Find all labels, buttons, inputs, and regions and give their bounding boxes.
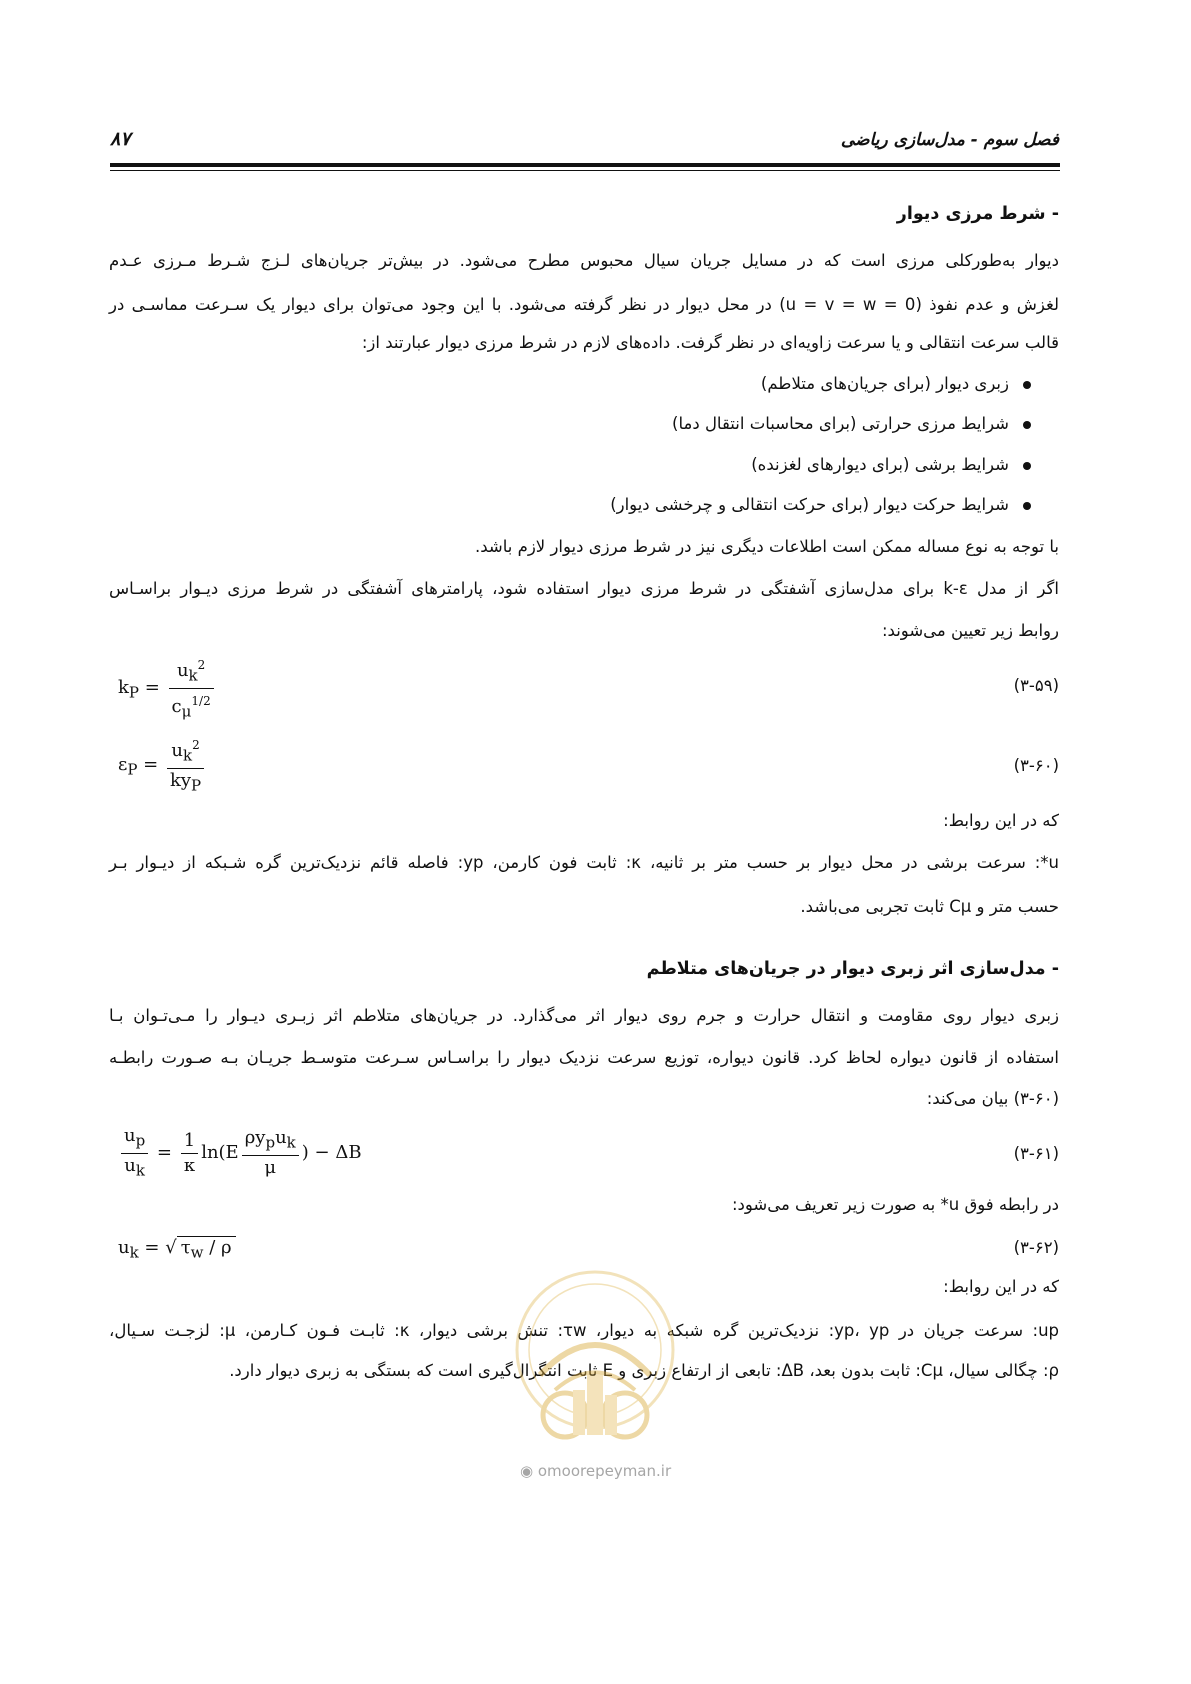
page-number: ۸۷ [110,128,131,150]
equation-number: (۳-۵۹) [1013,676,1059,695]
bullet-dot-icon [1023,462,1031,470]
bullet-dot-icon [1023,381,1031,389]
equation-59: $k_P$ = $\frac{u_k^2}{c_\mu^{1/2}}$ [118,653,217,723]
publisher-stamp-logo [495,1255,695,1455]
header-rule-thin [110,170,1060,171]
equation-number: (۳-۶۱) [1013,1144,1059,1163]
section-heading-wall-boundary: - شرط مرزی دیوار [896,204,1059,224]
paragraph-line: لغزش و عدم نفوذ (u = v = w = 0) در محل دیوار در نظر گرفته می‌شود. با این وجود می‌توان برای دیوار یک سـرعت مماسـی در [109,295,1059,314]
paragraph-line: با توجه به نوع مساله ممکن است اطلاعات دیگری نیز در شرط مرزی دیوار لازم باشد. [475,537,1059,556]
bullet-item: شرایط برشی (برای دیوارهای لغزنده) [751,455,1031,474]
paragraph-line: up: سرعت جریان در yp، yp: نزدیک‌ترین گره شبکه به دیوار، τw: تنش برشی دیوار، κ: ثابـت فـون کـارمن، μ: لزجـت سـیال، [109,1321,1060,1340]
paragraph-line: ρ: چگالی سیال، Cμ: ثابت بدون بعد، ΔB: تابعی از ارتفاع زبری و E ثابت انتگرال‌گیری است که بستگی به زبری دیوار دارد. [229,1361,1059,1380]
header-rule-thick [110,163,1060,167]
bullet-item: زبری دیوار (برای جریان‌های متلاطم) [761,374,1031,393]
watermark-website: ◉ omoorepeyman.ir [520,1462,672,1480]
paragraph-line: حسب متر و Cμ ثابت تجربی می‌باشد. [800,897,1059,916]
paragraph-line: قالب سرعت انتقالی و یا سرعت زاویه‌ای در نظر گرفت. داده‌های لازم در شرط مرزی دیوار عبارتند از: [361,333,1059,352]
paragraph-line: که در این روابط: [943,811,1059,830]
paragraph-line: u*: سرعت برشی در محل دیوار بر حسب متر بر ثانیه، κ: ثابت فون کارمن، yp: فاصله قائم نزدیک‌ترین گره شـبکه از دیـوار بـر [109,853,1059,872]
paragraph-line: که در این روابط: [943,1277,1059,1296]
paragraph-line: روابط زیر تعیین می‌شوند: [882,621,1059,640]
paragraph-line: دیوار به‌طورکلی مرزی است که در مسایل جریان سیال محبوس مطرح می‌شود. در بیش‌تر جریان‌های لـزج شـرط مـرزی عـدم [109,251,1059,270]
paragraph-line: اگر از مدل k-ε برای مدل‌سازی آشفتگی در شرط مرزی دیوار استفاده شود، پارامترهای آشفتگی در شرط مرزی دیـوار براسـاس [109,579,1059,598]
equation-61: $\frac{u_p}{u_k}$ = $\frac{1}{\kappa}$ ln(E $\frac{\rho y_pu_k}{\mu}$ ) − ΔB [118,1124,362,1182]
paragraph-line: استفاده از قانون دیواره لحاظ کرد. قانون دیواره، توزیع سرعت نزدیک دیوار را براسـاس سـرعت متوسـط جریـان بـه صـورت رابطـه [109,1048,1059,1067]
equation-number: (۳-۶۲) [1013,1238,1059,1257]
bullet-item: شرایط حرکت دیوار (برای حرکت انتقالی و چرخشی دیوار) [610,495,1031,514]
equation-number: (۳-۶۰) [1013,756,1059,775]
paragraph-line: در رابطه فوق u* به صورت زیر تعریف می‌شود: [731,1195,1059,1214]
paragraph-line: زبری دیوار روی مقاومت و انتقال حرارت و جرم روی دیوار اثر می‌گذارد. در جریان‌های متلاطم اثر زبـری دیـوار را مـی‌تـوان بـا [109,1006,1059,1025]
bullet-dot-icon [1023,421,1031,429]
section-heading-roughness: - مدل‌سازی اثر زبری دیوار در جریان‌های متلاطم [646,959,1059,979]
bullet-item: شرایط مرزی حرارتی (برای محاسبات انتقال دما) [672,414,1031,433]
paragraph-line: (۳-۶۰) بیان می‌کند: [926,1089,1059,1108]
running-head-title: فصل سوم - مدل‌سازی ریاضی [840,130,1059,150]
equation-62: $u_k$ = √ $\tau_w$ / ρ [118,1236,236,1262]
bullet-dot-icon [1023,502,1031,510]
equation-60: $\varepsilon_P$ = $\frac{u_k^2}{ky_P}$ [118,733,207,797]
